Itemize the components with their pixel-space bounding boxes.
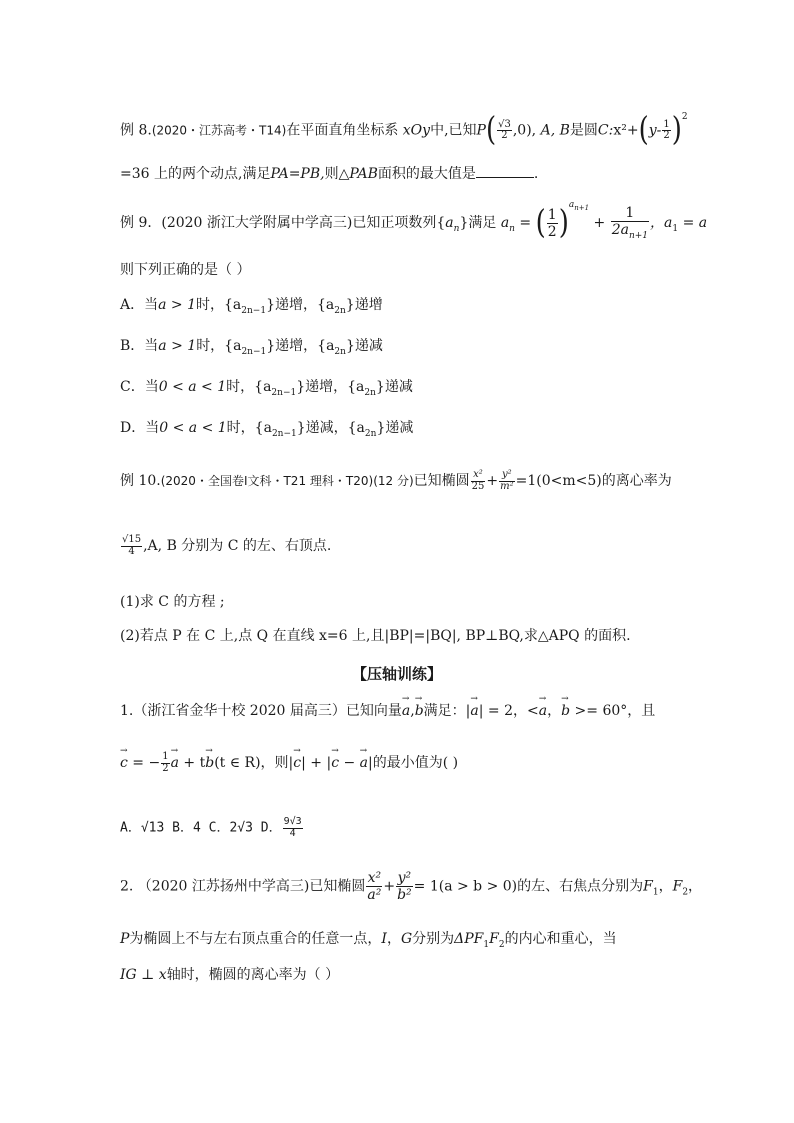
p2-x-frac: $\frac{\text{x²}}{\text{a²}}$ [367, 870, 382, 904]
p2-triangle: ΔPF [454, 931, 484, 947]
ex8-period: . [533, 166, 539, 182]
vector-c: → c [120, 755, 128, 772]
ex10-q1 [120, 594, 225, 611]
ex8-line2a: =36 上的两个动点,满足 [120, 166, 271, 182]
p2-line3 [120, 967, 339, 984]
ex9-option-d: D．当0 < a < 1时，$\{a_{2n-1}\}$递减，$\{a_{2n}\}$递减 [120, 420, 414, 439]
ex8-sqrt3-over-2: $\frac{√3}{2}$ [498, 118, 511, 142]
p2-perp: IG ⊥ x [120, 967, 167, 983]
ex10-line1 [120, 470, 672, 492]
focus-f1: F [643, 878, 653, 895]
paren-left: ( [485, 111, 497, 149]
ex9-a1-val: = a [678, 215, 708, 232]
p2-question: 轴时，椭圆的离心率为（ ） [166, 967, 340, 983]
section-title: 【压轴训练】 [351, 665, 442, 683]
ex8-square: 2 [681, 111, 688, 122]
paren-left2: ( [638, 111, 649, 149]
ex9-a1: ，a [650, 215, 673, 232]
ex9-option-c: C．当0 < a < 1时，$\{a_{2n-1}\}$递增，$\{a_{2n}\}$递减 [120, 379, 413, 398]
p2-centroid: G [400, 931, 413, 947]
paren-right3: ) [558, 203, 569, 242]
p1-choices [120, 817, 304, 839]
p2-incenter: I [381, 931, 387, 947]
ex10-y-frac: $\frac{\text{y²}}{\text{m²}}$ [500, 469, 514, 492]
ex8-half: $\frac{1}{2}$ [663, 118, 670, 142]
ex8-line1 [120, 111, 688, 149]
ex9-question: 则下列正确的是（ ） [120, 262, 251, 278]
ex10-text2: 的离心率为 [601, 473, 672, 489]
ex9-a1-sub: 1 [672, 223, 679, 234]
ex10-points: (12 分) [373, 474, 414, 488]
p1-choice-text: A．√13 B．4 C．2√3 D． [120, 820, 282, 836]
ex10-q2 [120, 628, 631, 645]
ex8-point-p: P [476, 122, 486, 139]
brace-right: } [459, 215, 469, 232]
p1-choice-d: $\frac{9√3}{4}$ [283, 816, 302, 839]
p2-text1: 2. （2020 江苏扬州中学高三)已知椭圆 [120, 878, 366, 895]
ex9-exponent: an+1 [568, 200, 590, 213]
brace-left: { [436, 215, 446, 232]
p1-text1: 1.（浙江省金华十校 2020 届高三）已知向量 [120, 703, 402, 719]
ex10-question2: (2)若点 P 在 C 上,点 Q 在直线 x=6 上,且|BP|=|BQ|, BP⊥BQ,求△APQ 的面积. [120, 628, 631, 644]
ex10-eccentricity: $\frac{√15}{4}$ [122, 534, 142, 557]
p2-text3: 为椭圆上不与左右顶点重合的任意一点， [129, 931, 382, 947]
p1-line1: 1.（浙江省金华十校 2020 届高三）已知向量→ a,→ b满足：|→ a| = 2，<→ a，→ b >= 60°，且 [120, 703, 655, 720]
focus-f2: F [672, 878, 683, 895]
p2-point-p: P [120, 931, 130, 947]
ex10-question1: (1)求 C 的方程 ; [120, 594, 225, 610]
paren-right: ) [671, 111, 682, 149]
answer-blank [476, 165, 534, 178]
ex8-label: 例 8. [120, 122, 152, 139]
p2-line2: P为椭圆上不与左右顶点重合的任意一点，I，G分别为$\Delta PF_1F_2$的内心和重心，当 [120, 931, 617, 950]
ex8-text2: 中,已知 [430, 122, 477, 139]
ex8-circle-c: C: [597, 122, 614, 139]
ex9-an-sub: n [453, 223, 460, 234]
ex8-text1: 在平面直角坐标系 [286, 122, 399, 139]
p1-line2: → c = − $\frac{1}{2}$ → a + t→ b(t ∈ R)，则|→ c| + |→ c − → a|的最小值为( ) [120, 752, 458, 774]
ex8-source: (2020・江苏高考・T14) [151, 123, 287, 138]
p2-line1: 2. （2020 江苏扬州中学高三)已知椭圆 $\frac{\text{x²}}{\text{a²}}$ + $\frac{\text{y²}}{\text{b²}}$ = 1(a > b > 0)的左、右焦点分别为$F_1$，$F_2$， [120, 870, 703, 904]
ex10-vertices: ,A, B 分别为 C 的左、右顶点. [143, 538, 332, 554]
ex9-an: a [445, 215, 454, 232]
ex8-line2c: 面积的最大值是 [377, 166, 476, 182]
ex9-an2: a [500, 215, 510, 232]
ex8-pab: PAB [349, 166, 378, 182]
ex9-fraction: $\frac{1}{2a_{n+1}}$ [611, 205, 649, 241]
ex10-line2 [120, 535, 331, 557]
ex8-line2b: 则△ [324, 166, 350, 182]
ex9-an2-sub: n [509, 223, 515, 234]
ex10-condition: =1(0<m<5) [515, 473, 602, 489]
vector-b: → b [415, 703, 424, 720]
ex8-zero: ,0), [512, 122, 537, 139]
ex8-line2 [120, 165, 538, 183]
ex10-source: (2020・全国卷Ⅰ文科・T21 理科・T20) [160, 474, 374, 488]
ex9-label: 例 9．(2020 浙江大学附属中学高三)已知正项数列 [120, 215, 437, 232]
ex9-option-b: B．当a > 1时，$\{a_{2n-1}\}$递增，$\{a_{2n}\}$递减 [120, 338, 383, 357]
ex8-text3: 是圆 [569, 122, 598, 139]
ex9-option-a: A．当a > 1时，$\{a_{2n-1}\}$递增，$\{a_{2n}\}$递增 [120, 297, 383, 316]
paren-left3: ( [535, 203, 546, 242]
vector-a: → a [402, 703, 410, 720]
ex9-half: $\frac{1}{2}$ [547, 206, 557, 240]
ex10-x-frac: $\frac{\text{x²}}{25}$ [471, 469, 485, 492]
ex10-plus: + [486, 473, 499, 489]
ex9-line1: 例 9．(2020 浙江大学附属中学高三)已知正项数列$\{a_n\}$满足 $a_n$ = ( $\frac{1}{2}$ )$^{a_{n+1}}$ + $\frac{1}{2a_{n+1}}$ ，$a_1 = a$ [120, 200, 708, 242]
p2-text2: = 1(a > b > 0)的左、右焦点分别为 [413, 878, 644, 895]
p1-half: $\frac{1}{2}$ [162, 751, 169, 774]
ex8-y: y- [648, 122, 662, 139]
ex8-ab: A, B [540, 122, 570, 139]
ex9-satisfy: 满足 [468, 215, 497, 232]
ex8-xoy: xOy [402, 122, 431, 139]
ex8-x2: x²+ [613, 122, 639, 139]
ex8-papb: PA=PB, [270, 166, 325, 182]
ex10-label: 例 10. [120, 473, 161, 489]
p2-y-frac: $\frac{\text{y²}}{\text{b²}}$ [397, 870, 412, 904]
ex9-line2 [120, 262, 250, 279]
ex10-text1: 已知椭圆 [413, 473, 470, 489]
